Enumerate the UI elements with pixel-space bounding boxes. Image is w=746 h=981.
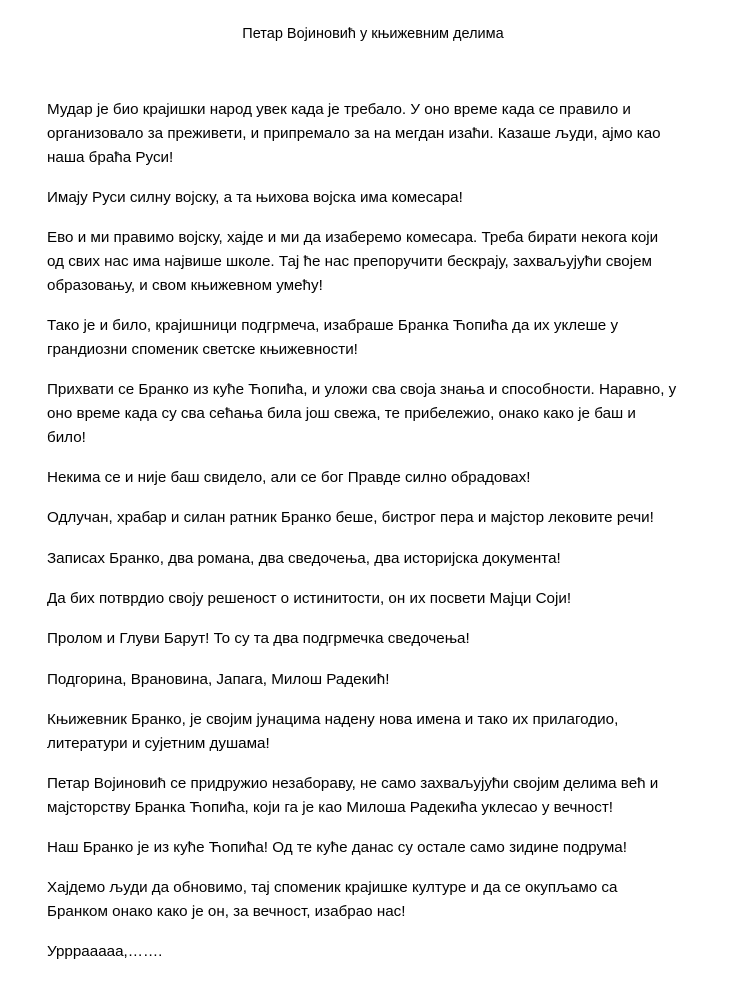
document-body — [47, 98, 727, 981]
paragraph-line: Тако је и било, крајишници подгрмеча, изабраше Бранка Ћопића да их уклеше у — [47, 317, 619, 335]
paragraph-3 — [47, 226, 727, 297]
paragraph-11 — [47, 668, 727, 692]
paragraph-line: Петар Војиновић се придружио незаборaву, не само захваљујући својим делима већ и — [47, 774, 659, 792]
document-title: Петар Војиновић у књижевним делима — [242, 26, 504, 42]
paragraph-line: литератури и сујетним душама! — [47, 734, 270, 752]
paragraph-7 — [47, 506, 727, 530]
paragraph-10 — [47, 627, 727, 651]
paragraph-2 — [47, 186, 727, 210]
paragraph-line: Имају Руси силну војску, а та њихова војска има комесара! — [47, 188, 463, 206]
paragraph-14 — [47, 836, 727, 860]
paragraph-line: било! — [47, 428, 86, 446]
paragraph-line: Некима се и није баш свидело, али се бог Правде силно обрадовах! — [47, 469, 531, 487]
paragraph-line: Записах Бранко, два романа, два сведочења, два историјска документа! — [47, 549, 561, 567]
paragraph-line: од свих нас има највише школе. Тај ће нас препоручити бескрају, захваљујући својем — [47, 252, 652, 270]
paragraph-6 — [47, 466, 727, 490]
paragraph-line: грандиозни споменик светске књижевности! — [47, 340, 358, 358]
paragraph-line: Књижевник Бранко, је својим јунацима надену нова имена и тако их прилагодио, — [47, 710, 619, 728]
paragraph-line: оно време када су сва сећања била још свежа, те прибележио, онако како је баш и — [47, 404, 636, 422]
paragraph-1 — [47, 98, 727, 169]
paragraph-line: Мудар је био крајишки народ увек када је требало. У оно време када се правило и — [47, 101, 631, 118]
paragraph-line: Урррааааа,……. — [47, 943, 163, 961]
paragraph-line: Да бих потврдио своју решеност о истинитости, он их посвети Мајци Соји! — [47, 589, 572, 607]
paragraph-8 — [47, 547, 727, 571]
paragraph-line: Хајдемо људи да обновимо, тај споменик крајишке културе и да се окупљамо са — [47, 879, 618, 897]
paragraph-line: Ево и ми правимо војску, хајде и ми да изаберемо комесара. Треба бирати некога који — [47, 229, 659, 247]
paragraph-16 — [47, 940, 727, 964]
paragraph-line: Подгорина, Врановина, Јапага, Милош Радекић! — [47, 670, 390, 688]
paragraph-9 — [47, 587, 727, 611]
paragraph-line: мајсторству Бранка Ћопића, који га је као Милоша Радекића уклесао у вечност! — [47, 798, 614, 816]
paragraph-15 — [47, 876, 727, 924]
paragraph-line: Прихвати се Бранко из куће Ћопића, и уложи сва своја знања и способности. Наравно, у — [47, 381, 677, 399]
paragraph-12 — [47, 708, 727, 756]
paragraph-line: образовању, и свом књижевном умећу! — [47, 276, 323, 294]
paragraph-line: Пролом и Глуви Барут! То су та два подгрмечка сведочења! — [47, 630, 470, 648]
paragraph-line: Бранком онако како је он, за вечност, изабрао нас! — [47, 903, 406, 921]
paragraph-line: Наш Бранко је из куће Ћопића! Од те куће данас су остале само зидине подрума! — [47, 839, 627, 857]
paragraph-line: Одлучан, храбар и силан ратник Бранко беше, бистрог пера и мајстор лековите речи! — [47, 509, 654, 527]
paragraph-5 — [47, 378, 727, 449]
paragraph-line: организовало за преживети, и припремало за на мегдан изаћи. Казаше људи, ајмо као — [47, 124, 661, 142]
paragraph-line: наша браћа Руси! — [47, 148, 174, 166]
paragraph-13 — [47, 772, 727, 820]
paragraph-4 — [47, 314, 727, 362]
